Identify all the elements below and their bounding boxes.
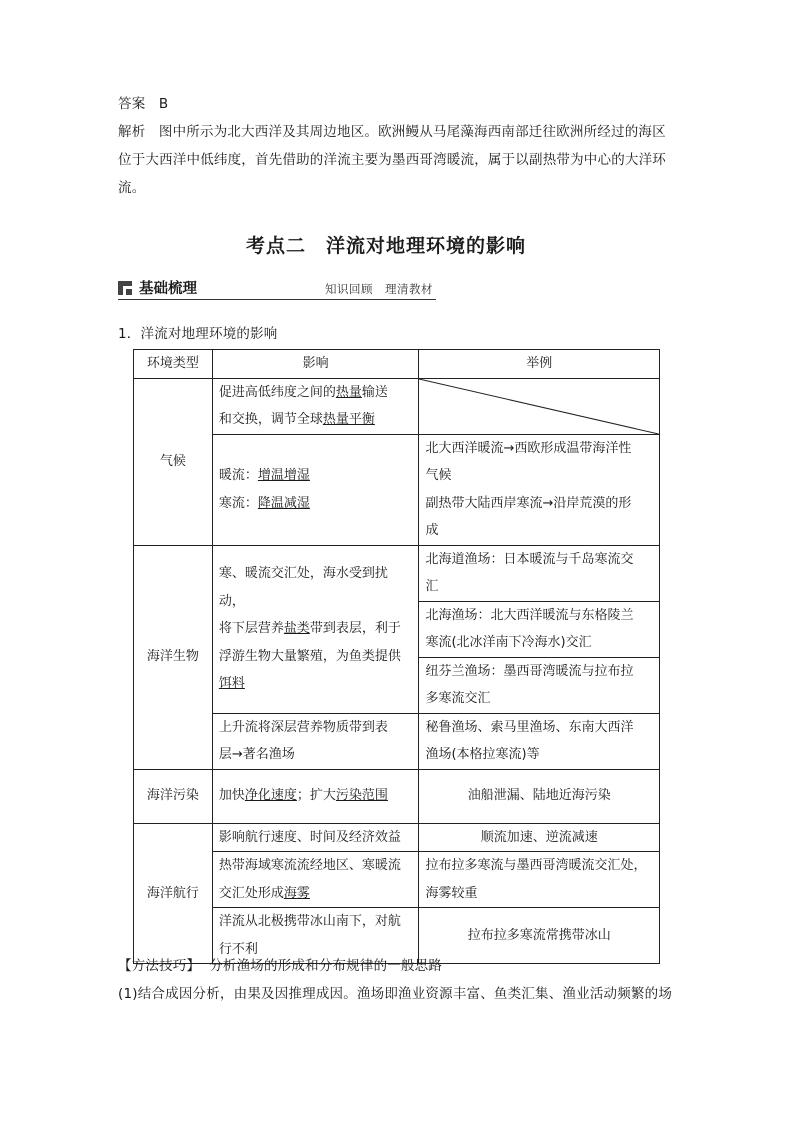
climate-example-empty (419, 378, 660, 434)
answer-label: 答案 (118, 96, 146, 112)
table-row (134, 434, 660, 545)
nav-example-2: 拉布拉多寒流与墨西哥湾暖流交汇处， 海雾较重 (419, 852, 660, 908)
section-bar-name: 基础梳理 (139, 281, 197, 297)
analysis-line-1: 解析 图中所示为北大西洋及其周边地区。欧洲鳗从马尾藻海西南部迁往欧洲所经过的海区 (118, 124, 666, 140)
climate-impact-2: 暖流：增温增湿 寒流：降温减湿 (212, 434, 419, 545)
climate-impact-1: 促进高低纬度之间的热量输送 和交换，调节全球热量平衡 (212, 378, 419, 434)
table-header-row (134, 350, 660, 379)
section-bar-subtitle: 知识回顾 理清教材 (325, 282, 433, 296)
method-label: 【方法技巧】 (118, 958, 201, 974)
section-bar (118, 279, 440, 301)
type-climate: 气候 (134, 378, 213, 545)
header-example: 举例 (419, 350, 660, 379)
pollution-impact: 加快净化速度；扩大污染范围 (212, 769, 419, 823)
diagonal-line (419, 379, 659, 434)
nav-impact-2: 热带海域寒流流经地区、寒暖流 交汇处形成海雾 (212, 852, 419, 908)
table-row (134, 713, 660, 769)
section-bar-rule (118, 299, 436, 300)
type-pollution: 海洋污染 (134, 769, 213, 823)
nav-impact-1: 影响航行速度、时间及经济效益 (212, 823, 419, 852)
answer-line (118, 90, 168, 118)
analysis-line-2: 位于大西洋中低纬度，首先借助的洋流主要为墨西哥湾暖流，属于以副热带为中心的大洋环 (118, 152, 666, 168)
table-row (134, 852, 660, 908)
nav-example-3: 拉布拉多寒流常携带冰山 (419, 908, 660, 964)
section-title: 考点二 洋流对地理环境的影响 (246, 235, 527, 257)
method-heading (118, 952, 442, 980)
header-type: 环境类型 (134, 350, 213, 379)
method-title: 分析渔场的形成和分布规律的一般思路 (209, 958, 443, 974)
table-row (134, 545, 660, 601)
nav-impact-3: 洋流从北极携带冰山南下，对航 行不利 (212, 908, 419, 964)
type-navigation: 海洋航行 (134, 823, 213, 964)
analysis-label: 解析 (118, 124, 146, 140)
table-row (134, 378, 660, 434)
bio-example-3: 纽芬兰渔场：墨西哥湾暖流与拉布拉 多寒流交汇 (419, 657, 660, 713)
method-line: (1)结合成因分析，由果及因推理成因。渔场即渔业资源丰富、鱼类汇集、渔业活动频繁的场 (118, 986, 673, 1002)
bio-impact-2: 上升流将深层营养物质带到表 层→著名渔场 (212, 713, 419, 769)
type-bio: 海洋生物 (134, 545, 213, 769)
bio-example-1: 北海道渔场：日本暖流与千岛寒流交 汇 (419, 545, 660, 601)
analysis-line-3: 流。 (118, 180, 146, 196)
answer-value: B (158, 96, 169, 112)
item-title: 1．洋流对地理环境的影响 (118, 326, 278, 342)
influence-table (133, 349, 660, 964)
pollution-example: 油船泄漏、陆地近海污染 (419, 769, 660, 823)
bio-example-2: 北海渔场：北大西洋暖流与东格陵兰 寒流(北冰洋南下冷海水)交汇 (419, 601, 660, 657)
bio-impact-1: 寒、暖流交汇处，海水受到扰动， 将下层营养盐类带到表层，利于 浮游生物大量繁殖，为鱼类提供 饵料 (212, 545, 419, 713)
nav-example-1: 顺流加速、逆流减速 (419, 823, 660, 852)
table-row (134, 769, 660, 823)
header-impact: 影响 (212, 350, 419, 379)
climate-example-2: 北大西洋暖流→西欧形成温带海洋性 气候 副热带大陆西岸寒流→沿岸荒漠的形 成 (419, 434, 660, 545)
table-row (134, 823, 660, 852)
bio-example-4: 秘鲁渔场、索马里渔场、东南大西洋 渔场(本格拉寒流)等 (419, 713, 660, 769)
